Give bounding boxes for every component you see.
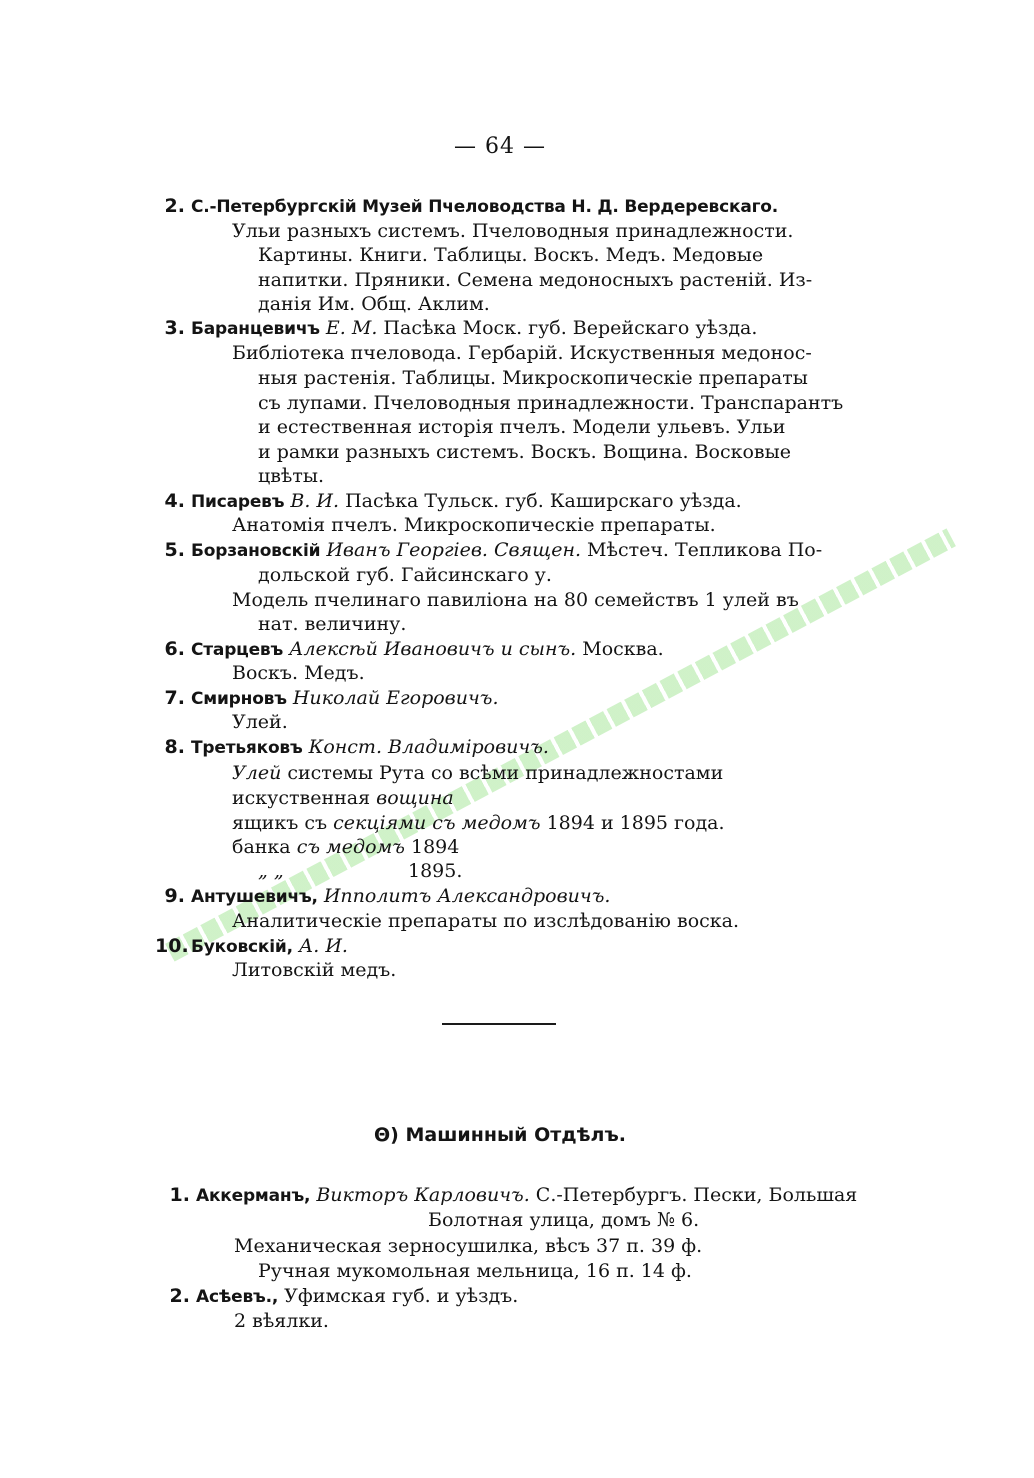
- entry-2-line: напитки. Пряники. Семена медоносныхъ растеній. Из-: [258, 269, 813, 291]
- entry-6-header: 6. Старцевъ Алексѣй Ивановичъ и сынъ. Москва.: [164, 638, 664, 660]
- entry-3-header: 3. Баранцевичъ Е. М. Пасѣка Моск. губ. Верейскаго уѣзда.: [164, 317, 758, 339]
- entry-7-line: Улей.: [232, 711, 288, 733]
- entry-5-cont: дольской губ. Гайсинскаго у.: [258, 564, 552, 586]
- entry-8-line: „ „ 1895.: [258, 860, 463, 882]
- entry-3-line: съ лупами. Пчеловодныя принадлежности. Транспарантъ: [258, 392, 844, 414]
- section-title: Θ) Машинный Отдѣлъ.: [374, 1124, 626, 1146]
- machine-entry-2-line: 2 вѣялки.: [234, 1310, 329, 1332]
- entry-8-line: ящикъ съ секціями съ медомъ 1894 и 1895 года.: [232, 812, 725, 834]
- entry-5-line: Модель пчелинаго павиліона на 80 семействъ 1 улей въ: [232, 589, 799, 611]
- entry-10-line: Литовскій медъ.: [232, 959, 397, 981]
- entry-2-header: 2. С.-Петербургскій Музей Пчеловодства Н. Д. Вердеревскаго.: [164, 195, 779, 217]
- machine-entry-2-header: 2. Асѣевъ., Уфимская губ. и уѣздъ.: [169, 1285, 519, 1307]
- entry-5-header: 5. Борзановскій Иванъ Георгіев. Священ. Мѣстеч. Тепликова По-: [164, 539, 823, 561]
- entry-3-line: и рамки разныхъ системъ. Воскъ. Вощина. Восковые: [258, 441, 791, 463]
- entry-10-header: 10. Буковскій, А. И.: [155, 935, 348, 957]
- entry-7-header: 7. Смирновъ Николай Егоровичъ.: [164, 687, 499, 709]
- entry-3-line: цвѣты.: [258, 465, 325, 487]
- machine-entry-1-header: 1. Аккерманъ, Викторъ Карловичъ. С.-Петербургъ. Пески, Большая: [169, 1184, 858, 1206]
- entry-3-line: Библіотека пчеловода. Гербарій. Искуственныя медонос-: [232, 342, 812, 364]
- entry-9-header: 9. Антушевичъ, Ипполитъ Александровичъ.: [164, 885, 611, 907]
- entry-2-line: Картины. Книги. Таблицы. Воскъ. Медъ. Медовые: [258, 244, 764, 266]
- entry-3-line: и естественная исторія пчелъ. Модели ульевъ. Ульи: [258, 416, 786, 438]
- entry-8-line: Улей системы Рута со всѣми принадлежностами: [232, 762, 724, 784]
- entry-8-line: банка съ медомъ 1894: [232, 836, 460, 858]
- section-divider: [442, 1023, 556, 1025]
- entry-2-line: данія Им. Общ. Аклим.: [258, 293, 490, 315]
- machine-entry-1-line: Ручная мукомольная мельница, 16 п. 14 ф.: [258, 1260, 692, 1282]
- entry-4-header: 4. Писаревъ В. И. Пасѣка Тульск. губ. Каширскаго уѣзда.: [164, 490, 742, 512]
- entry-3-line: ныя растенія. Таблицы. Микроскопическіе препараты: [258, 367, 808, 389]
- entry-6-line: Воскъ. Медъ.: [232, 662, 365, 684]
- entry-8-line: искуственная вощина: [232, 787, 454, 809]
- machine-entry-1-cont: Болотная улица, домъ № 6.: [428, 1209, 700, 1231]
- entry-2-name: С.-Петербургскій Музей Пчеловодства Н. Д. Вердеревскаго.: [191, 197, 779, 217]
- entry-4-line: Анатомія пчелъ. Микроскопическіе препараты.: [232, 514, 716, 536]
- entry-2-line: Ульи разныхъ системъ. Пчеловодныя принадлежности.: [232, 220, 794, 242]
- entry-5-line: нат. величину.: [258, 613, 407, 635]
- machine-entry-1-line: Механическая зерносушилка, вѣсъ 37 п. 39 ф.: [234, 1235, 703, 1257]
- entry-8-header: 8. Третьяковъ Конст. Владиміровичъ.: [164, 736, 549, 758]
- page-number: — 64 —: [454, 134, 546, 159]
- entry-9-line: Аналитическіе препараты по изслѣдованію воска.: [232, 910, 740, 932]
